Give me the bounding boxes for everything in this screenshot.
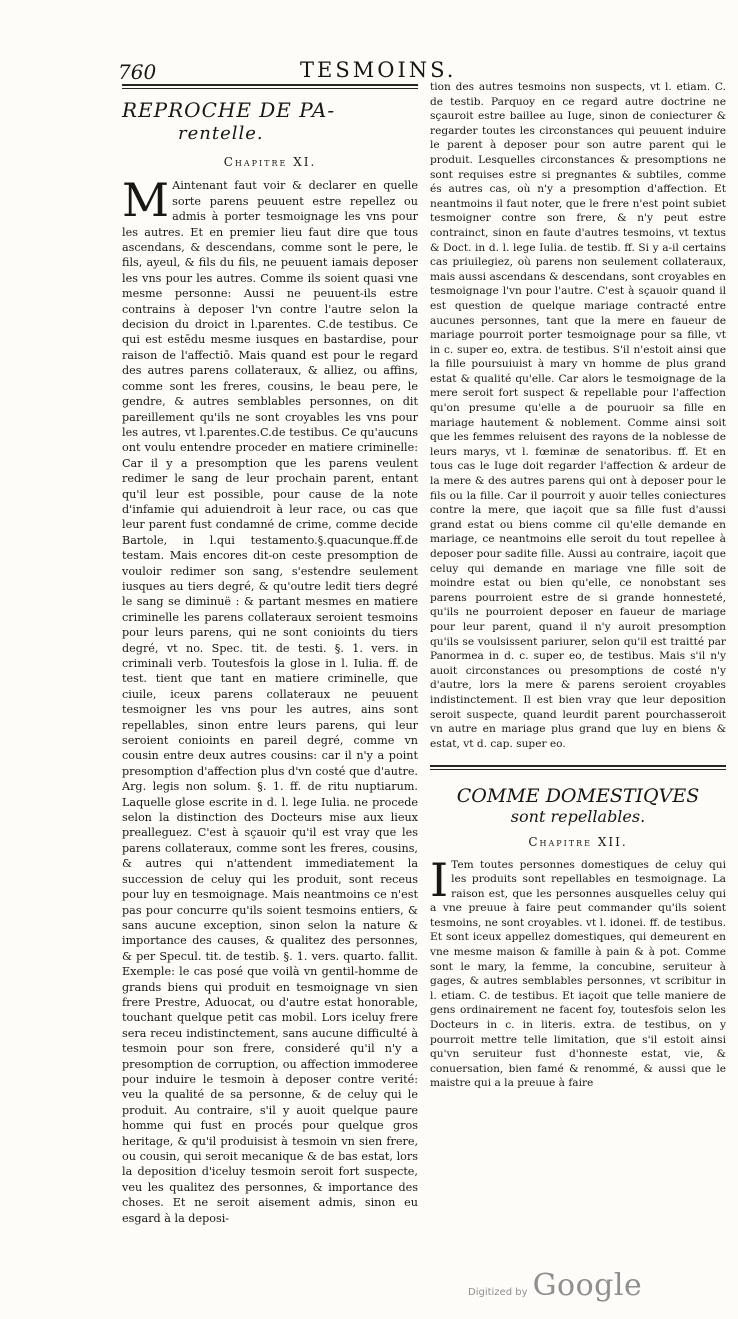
chapter-body — [122, 173, 418, 1226]
google-watermark — [468, 1268, 642, 1303]
left-column — [122, 80, 418, 1226]
chapter-body-text: Aintenant faut voir & declarer en quelle sorte parens peuuent estre repellez ou admis à porter tesmoignage les vns pour les autres. Et en premier lieu faut dire que tous ascendans, & descendans, comme sont le pere, le fils, ayeul, & fils du fils, ne peuuent iamais deposer les vns pour les autres. Comme ils soient quasi vne mesme personne: Aussi ne peuuent-ils estre contrains à deposer l'vn contre l'autre selon la decision du droict in l.parentes. C.de testibus. Ce qui est estēdu mesme iusques en bastardise, pour raison de l'affectiō. Mais quand est pour le regard des autres parens collateraux, & alliez, ou affins, comme sont les freres, cousins, le beau pere, le gendre, & autres semblables personnes, on dit pareillement qu'ils ne sont croyables les vns pour les autres, vt l.parentes.C.de testibus. Ce qu'aucuns ont voulu entendre proceder en matiere criminelle: Car il y a presomption que les parens veulent redimer le sang de leur prochain parent, entant qu'il leur est possible, pour cause de la note d'infamie qui aduiendroit à leur race, ou cas que leur parent fust condamné de crime, comme decide Bartole, in l.qui testamento.§.quacunque.ff.de testam. Mais encores dit-on ceste presomption de vouloir redimer son sang, s'estendre seulement iusques au tiers degré, & qu'outre ledit tiers degré le sang se diminuë : & partant mesmes en matiere criminelle les parens collateraux seroient tesmoins pour leurs parens, qui ne sont conioints du tiers degré, vt no. Spec. tit. de testi. §. 1. vers. in criminali verb. Toutesfois la glose in l. Iulia. ff. de test. tient que tant en matiere criminelle, que ciuile, iceux parens collateraux ne peuuent tesmoigner les vns pour les autres, ains sont repellables, sinon entre leurs parens, qui leur seroient conioints en pareil degré, comme vn cousin entre deux autres cousins: car il n'y a point presomption d'affection plus d'vn costé que d'autre. Arg. legis non solum. §. 1. ff. de ritu nuptiarum. Laquelle glose escrite in d. l. lege Iulia. ne procede selon la distinction des Docteurs mise aux lieux prealleguez. C'est à sçauoir qu'il est vray que les parens collateraux, comme sont les freres, cousins, & autres qui n'attendent immediatement la succession de celuy qui les produit, sont receus pour luy en tesmoignage. Mais neantmoins ce n'est pas pour concurre qu'ils soient tesmoins entiers, & sans aucune exception, sinon selon la nature & importance des causes, & qualitez des personnes, & per Specul. tit. de testib. §. 1. vers. quarto. fallit. Exemple: le cas posé que voilà vn gentil-homme de grands biens qui produit en tesmoignage vn sien frere Prestre, Aduocat, ou d'autre estat honorable, touchant quelque petit cas mobil. Lors iceluy frere sera receu indistinctement, sans aucune difficulté à tesmoin pour son frere, consideré qu'il n'y a presomption de corruption, ou affection immoderee pour induire le tesmoin à deposer contre verité: veu la qualité de sa personne, & de celuy qui le produit. Au contraire, s'il y auoit quelque paure homme qui fust en procés pour quelque gros heritage, & qu'il produisist à tesmoin vn sien frere, ou cousin, qui seroit mecanique & de bas estat, lors la deposition d'iceluy tesmoin seroit fort suspecte, veu les qualitez des personnes, & importance des choses. Et ne seroit aisement admis, sinon eu esgard à la deposi- — [122, 179, 418, 1225]
digitized-by-label: Digitized by — [468, 1287, 528, 1298]
section-heading — [122, 99, 418, 145]
chapter-body-2 — [430, 852, 726, 1092]
section-rule-thin — [430, 769, 726, 770]
top-rule — [122, 84, 418, 86]
continued-body: tion des autres tesmoins non suspects, vt l. etiam. C. de testib. Parquoy en ce regard autre doctrine ne sçauroit estre baillee au Iuge, sinon de coniecturer & regarder toutes les circonstances qui peuuent induire le parent à deposer pour son autre parent qui le produit. Lesquelles circonstances & presomptions ne sont requises estre si pregnantes & subtiles, comme és autres cas, où n'y a presomption d'affection. Et neantmoins il faut noter, que le frere n'est point subiet tesmoigner contre son frere, & n'y peut estre contrainct, sinon en faute d'autres tesmoins, vt textus & Doct. in d. l. lege Iulia. de testib. ff. Si y a-il certains cas priuilegiez, où parens non seulement collateraux, mais aussi ascendans & descendans, sont croyables en tesmoignage l'vn pour l'autre. C'est à sçauoir quand il est question de quelque mariage contracté entre aucunes personnes, tant que la mere en faueur de mariage pourroit porter tesmoignage pour sa fille, vt in c. super eo, extra. de testibus. S'il n'estoit ainsi que la fille poursuiuist à mary vn homme de plus grand estat & qualité qu'elle. Car alors le tesmoignage de la mere seroit fort suspect & repellable pour l'affection qu'on presume qu'elle a de pouruoir sa fille en mariage hautement & noblement. Comme ainsi soit que les femmes reluisent des rayons de la noblesse de leurs marys, vt l. fœminæ de senatoribus. ff. Et en tous cas le Iuge doit regarder l'affection & ardeur de la mere & des autres parens qui ont à deposer pour le fils ou la fille. Car il pourroit y auoir telles coniectures contre la mere, que iaçoit que sa fille fust d'aussi grand estat ou biens comme cil qu'elle demande en mariage, ce neantmoins elle seroit du tout repellee à deposer pour sadite fille. Aussi au contraire, iaçoit que celuy qui demande en mariage vne fille soit de moindre estat ou bien qu'elle, ce nonobstant ses parens pourroient estre de si grande honnesteté, qu'ils ne pourroient deposer en faueur de mariage pour leur parent, quand il n'y auroit presomption qu'ils se voulsissent pariurer, selon qu'il est traitté par Panormea in d. c. super eo, de testibus. Mais s'il n'y auoit circonstances ou presomptions de costé n'y d'autre, lors la mere & parens seroient croyables indistinctement. Il est bien vray que leur deposition seroit suspecte, quand leurdit parent pourchasseroit vn autre en mariage plus grand que luy en biens & estat, vt d. cap. super eo. — [430, 81, 726, 750]
running-title: TESMOINS. — [300, 58, 457, 82]
right-column — [430, 80, 726, 1091]
section-heading-line-1: REPROCHE DE PA- — [122, 98, 336, 122]
dropcap: M — [122, 173, 170, 228]
chapter-title: Chapitre XI. — [223, 155, 317, 169]
section-heading-2-line-2: sont repellables. — [510, 807, 646, 827]
section-heading-2: COMME DOMESTIQVES — [456, 785, 700, 808]
google-logo: Google — [532, 1268, 643, 1303]
chapter-title-2: Chapitre XII. — [528, 834, 628, 849]
section-rule — [430, 765, 726, 767]
page-number: 760 — [118, 60, 157, 84]
section-heading-line-2: rentelle. — [178, 123, 264, 144]
chapter-body-2-text: Tem toutes personnes domestiques de celuy qui les produits sont repellables en tesmoignage. La raison est, que les personnes ausquelles celuy qui a vne preuue à faire peut commander qu'ils soient tesmoins, ne sont croyables. vt l. idonei. ff. de testibus. Et sont iceux appellez domestiques, qui demeurent en vne mesme maison & famille à pain & à pot. Comme sont le mary, la femme, la concubine, seruiteur à gages, & autres semblables personnes, vt scribitur in l. etiam. C. de testibus. Et iaçoit que telle maniere de gens ordinairement ne facent foy, toutesfois selon les Docteurs in c. in literis. extra. de testibus, on y pourroit mettre telle limitation, que s'il estoit ainsi qu'vn seruiteur fust d'honneste estat, vie, & conuersation, bien famé & renommé, & aussi que le maistre qui a la preuue à faire — [430, 858, 726, 1090]
dropcap-2: I — [430, 852, 449, 907]
top-rule-thin — [122, 88, 418, 89]
